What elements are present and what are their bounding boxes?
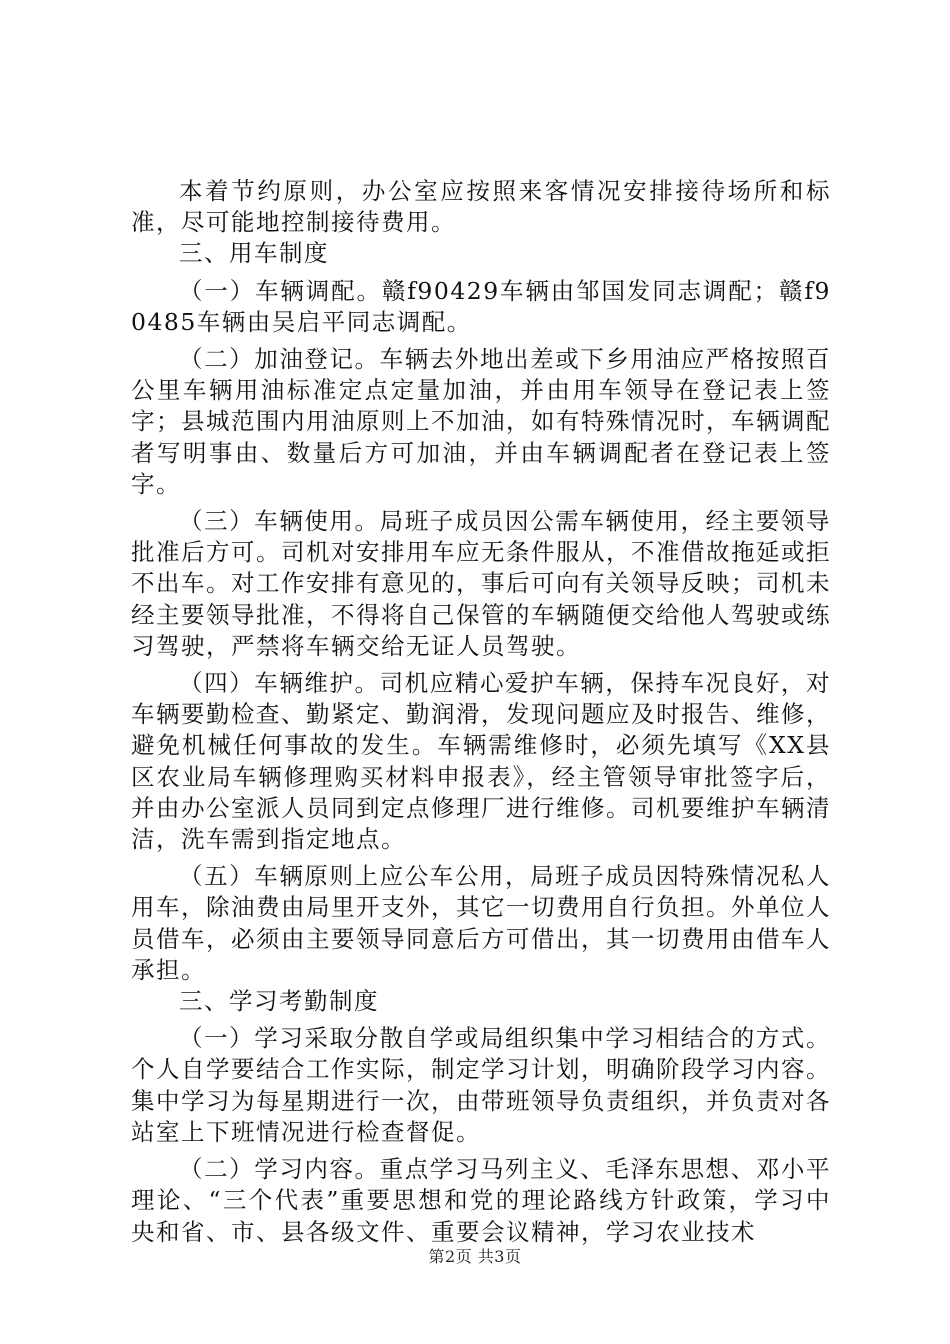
paragraph-vehicle-allocation: （一）车辆调配。赣f90429车辆由邹国发同志调配；赣f90485车辆由吴启平同志调配。	[131, 276, 831, 336]
section-heading-study-attendance: 三、学习考勤制度	[179, 987, 379, 1016]
page-number-footer: 第2页 共3页	[428, 1247, 522, 1266]
paragraph-vehicle-maintenance: （四）车辆维护。司机应精心爱护车辆，保持车况良好，对车辆要勤检查、勤紧定、勤润滑，发现问题应及时报告、维修，避免机械任何事故的发生。车辆需维修时，必须先填写《XX县区农业局车辆修理购买材料申报表》，经主管领导审批签字后，并由办公室派人员同到定点修理厂进行维修。司机要维护车辆清洁，洗车需到指定地点。	[131, 669, 831, 854]
paragraph-public-use: （五）车辆原则上应公车公用，局班子成员因特殊情况私人用车，除油费由局里开支外，其它一切费用自行负担。外单位人员借车，必须由主要领导同意后方可借出，其一切费用由借车人承担。	[131, 862, 831, 984]
paragraph-vehicle-usage: （三）车辆使用。局班子成员因公需车辆使用，经主要领导批准后方可。司机对安排用车应无条件服从，不准借故拖延或拒不出车。对工作安排有意见的，事后可向有关领导反映；司机未经主要领导批准，不得将自己保管的车辆随便交给他人驾驶或练习驾驶，严禁将车辆交给无证人员驾驶。	[131, 507, 831, 660]
paragraph-study-content: （二）学习内容。重点学习马列主义、毛泽东思想、邓小平理论、“三个代表”重要思想和党的理论路线方针政策，学习中央和省、市、县各级文件、重要会议精神，学习农业技术	[131, 1155, 831, 1246]
paragraph-study-method: （一）学习采取分散自学或局组织集中学习相结合的方式。个人自学要结合工作实际，制定学习计划，明确阶段学习内容。集中学习为每星期进行一次，由带班领导负责组织，并负责对各站室上下班情况进行检查督促。	[131, 1024, 831, 1146]
document-body	[131, 176, 831, 1248]
paragraph-reception-cost: 本着节约原则，办公室应按照来客情况安排接待场所和标准，尽可能地控制接待费用。	[131, 177, 831, 237]
section-heading-vehicle-rules: 三、用车制度	[179, 239, 329, 268]
paragraph-refuel-registration: （二）加油登记。车辆去外地出差或下乡用油应严格按照百公里车辆用油标准定点定量加油，并由用车领导在登记表上签字；县城范围内用油原则上不加油，如有特殊情况时，车辆调配者写明事由、数量后方可加油，并由车辆调配者在登记表上签字。	[131, 345, 831, 498]
